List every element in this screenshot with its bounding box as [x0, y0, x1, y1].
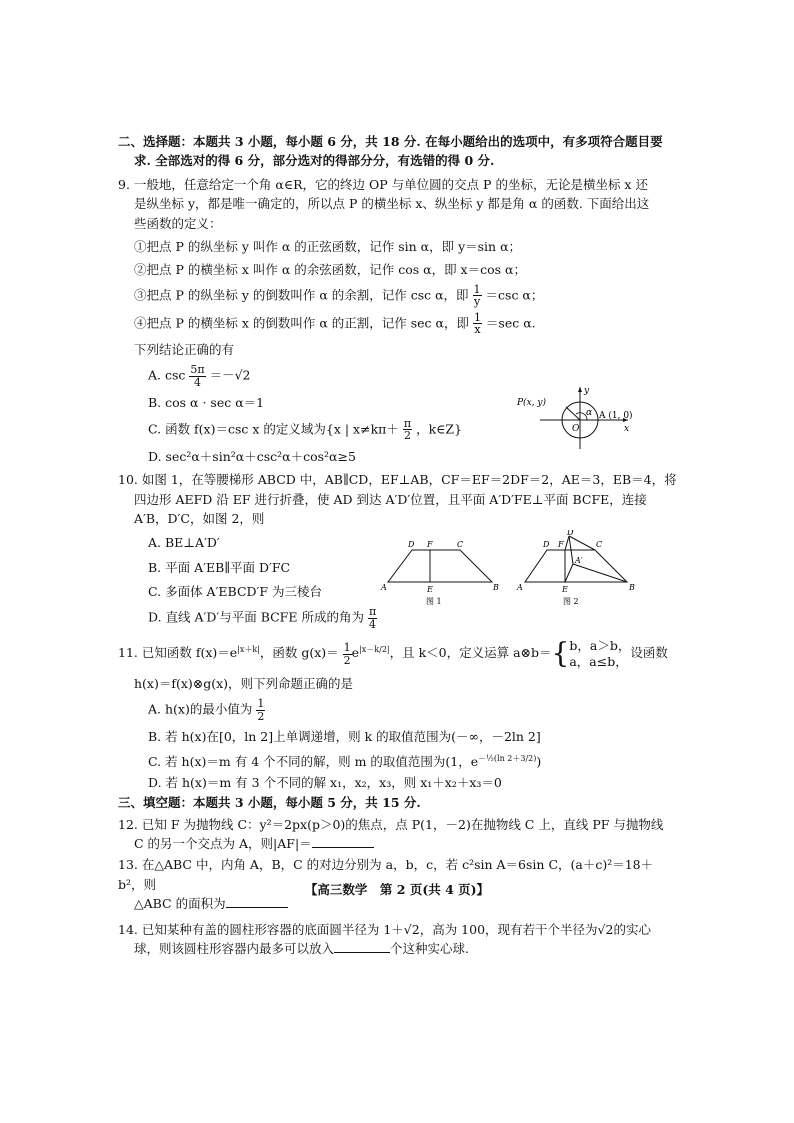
fraction-numerator: 1	[473, 282, 481, 296]
q9-opt-c-fraction	[403, 418, 412, 442]
q10-stem-line-2: 四边形 AEFD 沿 EF 进行折叠，使 AD 到达 A′D′位置，且平面 A′D′FE⊥平面 BCFE，连接	[134, 491, 647, 507]
q10-option-b: B. 平面 A′EB∥平面 D′FC	[148, 559, 291, 575]
fraction-numerator: π	[403, 416, 412, 430]
origin-label: O	[572, 423, 580, 434]
label-d-prime: D′	[567, 530, 576, 538]
q11-option-b: B. 若 h(x)在[0，ln 2]上单调递增，则 k 的取值范围为(－∞，－2ln 2]	[148, 729, 541, 745]
q9-def4-tail: ＝sec α.	[485, 315, 536, 331]
q11-g-exponent: |x－k/2|	[359, 645, 390, 655]
q9-stem-line-3: 些函数的定义：	[134, 215, 222, 231]
q10-opt-d-fraction	[368, 606, 377, 630]
question-14	[118, 920, 678, 959]
q11-case-1: b，a＞b，	[569, 638, 631, 654]
q14-answer-blank[interactable]	[334, 940, 390, 953]
q9-def4-text: ④把点 P 的横坐标 x 的倒数叫作 α 的正割，记作 sec α，即	[134, 315, 469, 331]
section-2-line-2: 求. 全部选对的得 6 分，部分选对的得部分分，有选错的得 0 分.	[134, 153, 495, 169]
segment-a-prime-b	[573, 564, 627, 582]
q9-def3-tail: ＝csc α；	[485, 287, 544, 303]
q11-piecewise	[569, 638, 630, 669]
q10-opt-d-text: D. 直线 A′D′与平面 BCFE 所成的角为	[148, 609, 364, 625]
question-9	[118, 175, 678, 466]
trapezoid-abcd	[388, 550, 492, 582]
q9-opt-a-fraction	[189, 364, 205, 388]
section-3-line-1: 三、填空题：本题共 3 小题，每小题 5 分，共 15 分.	[118, 795, 421, 811]
q9-opt-a-label: A. csc	[148, 367, 186, 383]
q11-brace: {	[551, 637, 570, 671]
fraction-numerator: 1	[257, 697, 265, 711]
q11-stem-post: 设函数	[630, 645, 668, 661]
segment-d-prime-c	[569, 536, 595, 550]
q14-line-2	[118, 939, 678, 958]
section-2-line-1: 二、选择题：本题共 3 小题，每小题 6 分，共 18 分. 在每小题给出的选项中，有多项符合题目要	[118, 134, 663, 149]
q11-stem-mid-2: e	[351, 645, 360, 661]
q11-f-exponent: |x＋k|	[237, 645, 260, 655]
q9-def3-fraction	[473, 284, 482, 308]
angle-alpha-label: α	[586, 407, 593, 418]
q12-line-2	[118, 834, 678, 853]
label-f: F	[427, 540, 433, 550]
q9-option-b: B. cos α · sec α＝1	[148, 395, 265, 411]
unit-circle-figure	[516, 385, 636, 451]
fraction-numerator: 5π	[190, 363, 205, 377]
label-e: E	[427, 585, 433, 595]
label-c: C	[457, 540, 464, 550]
fraction-denominator: x	[474, 323, 481, 337]
q9-definition-1: ①把点 P 的纵坐标 y 叫作 α 的正弦函数，记作 sin α，即 y＝sin α；	[134, 238, 522, 254]
q9-definition-3	[118, 284, 678, 308]
label-e: E	[562, 585, 568, 595]
q9-definition-2: ②把点 P 的横坐标 x 叫作 α 的余弦函数，记作 cos α，即 x＝cos α；	[134, 262, 526, 278]
q14-line-2-text: 球，则该圆柱形容器内最多可以放入	[134, 940, 335, 956]
q11-opt-c-text: C. 若 h(x)＝m 有 4 个不同的解，则 m 的取值范围为(1，e	[148, 753, 479, 769]
segment-fd-prime	[565, 536, 569, 550]
q11-opt-c-exponent: －½(ln 2＋3/2)	[478, 753, 537, 763]
q10-option-a: A. BE⊥A′D′	[148, 535, 220, 551]
q11-option-a	[118, 698, 678, 722]
q11-stem-line-1	[118, 638, 678, 669]
x-axis-label: x	[624, 423, 630, 434]
label-d: D	[408, 540, 415, 550]
q14-line-2-tail: 个这种实心球.	[390, 940, 469, 956]
q13-line-2-text: △ABC 的面积为	[134, 896, 226, 912]
fraction-denominator: 2	[403, 429, 411, 443]
q12-line-2-text: C 的另一个交点为 A，则|AF|＝	[134, 836, 312, 852]
q9-def3-text: ③把点 P 的纵坐标 y 的倒数叫作 α 的余割，记作 csc α，即	[134, 287, 469, 303]
page-footer: 【高三数学 第 2 页(共 4 页)】	[304, 882, 490, 897]
q9-opt-c-tail: ，k∈Z}	[416, 421, 463, 437]
q9-definition-4	[118, 312, 678, 336]
section-2-heading	[118, 132, 678, 171]
point-p-label: P(x, y)	[517, 397, 546, 408]
segment-e-a-prime	[565, 564, 573, 582]
q11-case-2: a，a≤b，	[569, 654, 628, 670]
question-11	[118, 638, 678, 792]
figure-1-caption: 图 1	[426, 597, 442, 607]
q11-stem-mid-3: ，且 k＜0，定义运算 a⊗b＝	[389, 645, 552, 661]
q9-stem-line-1: 9. 一般地，任意给定一个角 α∈R，它的终边 OP 与单位圆的交点 P 的坐标，无论是横坐标 x 还	[118, 176, 648, 192]
fraction-denominator: 2	[343, 653, 351, 667]
q11-opt-a-text: A. h(x)的最小值为	[148, 701, 253, 717]
q10-stem-line-1: 10. 如图 1，在等腰梯形 ABCD 中，AB∥CD，EF⊥AB，CF＝EF＝2DF＝2，AE＝3，EB＝4，将	[118, 472, 677, 488]
q11-stem-pre: 11. 已知函数 f(x)＝e	[118, 645, 238, 661]
q11-opt-a-fraction	[256, 698, 265, 722]
q9-opt-c-text: C. 函数 f(x)＝csc x 的定义域为{x | x≠kπ＋	[148, 421, 399, 437]
fraction-numerator: 1	[473, 310, 481, 324]
q10-option-c: C. 多面体 A′EBCD′F 为三棱台	[148, 584, 323, 599]
fraction-numerator: π	[368, 605, 377, 619]
fraction-denominator: y	[473, 295, 481, 309]
fraction-denominator: 4	[369, 617, 377, 631]
q14-line-1: 14. 已知某种有盖的圆柱形容器的底面圆半径为 1＋√2，高为 100，现有若干个半径为√2的实心	[118, 921, 651, 937]
q12-answer-blank[interactable]	[312, 835, 374, 848]
fraction-denominator: 4	[193, 375, 201, 389]
q9-prompt: 下列结论正确的有	[134, 341, 235, 357]
y-axis-label: y	[584, 385, 590, 396]
label-c: C	[596, 540, 603, 550]
q10-stem-line-3: A′B，D′C，如图 2，则	[134, 510, 265, 526]
figure-1-trapezoid	[380, 538, 500, 608]
label-d: D	[543, 540, 550, 550]
q11-option-d: D. 若 h(x)＝m 有 3 个不同的解 x₁，x₂，x₃，则 x₁＋x₂＋x₃＝0	[148, 774, 502, 790]
fraction-numerator: 1	[343, 641, 351, 655]
section-3-heading	[118, 793, 678, 812]
terminal-side-op	[566, 407, 580, 420]
y-axis-arrow	[578, 387, 582, 392]
figure-2-caption: 图 2	[563, 597, 579, 607]
point-a-label: A (1, 0)	[599, 410, 633, 421]
q11-opt-c-tail: )	[536, 753, 542, 769]
q11-option-c	[118, 752, 678, 771]
q13-line-1: 13. 在△ABC 中，内角 A，B，C 的对边分别为 a，b，c，若 c²sin A＝6sin C，(a＋c)²＝18＋b²，则	[118, 857, 654, 892]
question-10	[118, 470, 678, 630]
q11-stem-mid-1: ，函数 g(x)＝	[259, 645, 339, 661]
label-f: F	[558, 540, 564, 550]
q12-line-1: 12. 已知 F 为抛物线 C：y²＝2px(p＞0)的焦点，点 P(1，－2)在抛物线 C 上，直线 PF 与抛物线	[118, 816, 664, 832]
label-b: B	[629, 583, 635, 593]
q10-option-d	[118, 606, 678, 630]
exam-page	[118, 132, 678, 958]
fraction-denominator: 2	[257, 709, 265, 723]
label-a: A	[517, 583, 523, 593]
figure-2-folded	[515, 530, 640, 608]
question-12	[118, 815, 678, 854]
q9-def4-fraction	[473, 312, 482, 336]
label-a: A	[381, 583, 387, 593]
label-a-prime: A′	[575, 556, 583, 566]
q11-stem-line-2: h(x)＝f(x)⊗g(x)，则下列命题正确的是	[134, 675, 354, 691]
q11-half-fraction	[343, 642, 352, 666]
q9-opt-a-tail: ＝－√2	[209, 367, 251, 383]
q9-stem-line-2: 是纵坐标 y，都是唯一确定的，所以点 P 的横坐标 x、纵坐标 y 都是角 α 的函数. 下面给出这	[134, 196, 650, 212]
q9-option-d: D. sec²α＋sin²α＋csc²α＋cos²α≥5	[148, 448, 356, 464]
label-b: B	[493, 583, 499, 593]
